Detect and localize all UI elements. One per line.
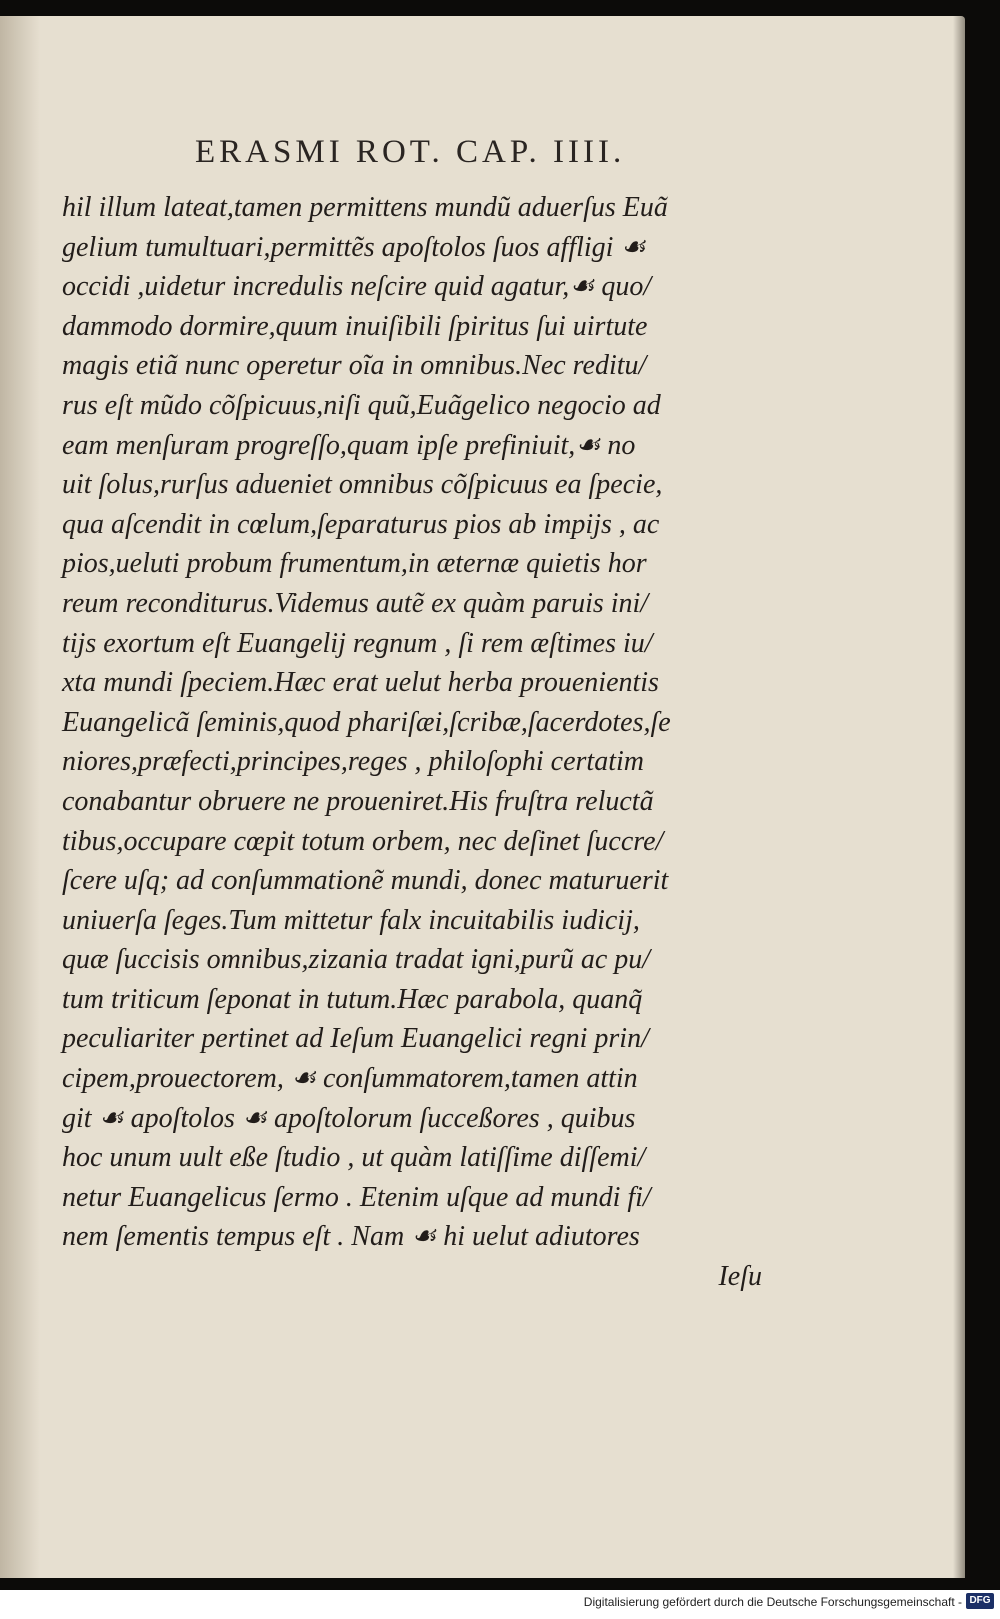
text-line: xta mundi ſpeciem.Hæc erat uelut herba prouenientis xyxy=(62,667,659,699)
page-edge-shadow xyxy=(953,16,965,1578)
text-line: tijs exortum eſt Euangelij regnum , ſi rem æſtimes iu/ xyxy=(62,627,653,659)
text-line: conabantur obruere ne proueniret.His fruſtra reluctã xyxy=(62,785,654,817)
running-head: ERASMI ROT. CAP. IIII. xyxy=(195,134,626,170)
catchword: Ieſu xyxy=(718,1261,762,1293)
text-line: qua aſcendit in cœlum,ſeparaturus pios ab impijs , ac xyxy=(62,508,660,540)
text-line: tum triticum ſeponat in tutum.Hæc parabola, quanq̃ xyxy=(62,983,643,1015)
text-line: nem ſementis tempus eſt . Nam ☙ hi uelut adiutores xyxy=(62,1221,640,1253)
text-line: dammodo dormire,quum inuiſibili ſpiritus ſui uirtute xyxy=(62,310,648,342)
text-line: eam menſuram progreſſo,quam ipſe prefiniuit,☙ no xyxy=(62,429,636,461)
text-line: magis etiã nunc operetur oĩa in omnibus.Nec reditu/ xyxy=(62,350,647,382)
text-line: uit ſolus,rurſus adueniet omnibus cõſpicuus ea ſpecie, xyxy=(62,469,663,501)
text-line: niores,præfecti,principes,reges , philoſophi certatim xyxy=(62,746,644,778)
text-line: gelium tumultuari,permittẽs apoſtolos ſuos affligi ☙ xyxy=(62,231,646,263)
text-line: cipem,prouectorem, ☙ conſummatorem,tamen attin xyxy=(62,1063,638,1095)
text-line: peculiariter pertinet ad Ieſum Euangelici regni prin/ xyxy=(62,1023,649,1055)
book-page xyxy=(0,16,965,1578)
body-text xyxy=(62,188,762,1297)
text-line: hil illum lateat,tamen permittens mundũ aduerſus Euã xyxy=(62,192,668,223)
text-line: tibus,occupare cœpit totum orbem, nec deſinet ſuccre/ xyxy=(62,825,664,857)
text-line: reum reconditurus.Videmus autẽ ex quàm paruis ini/ xyxy=(62,587,649,619)
text-line: git ☙ apoſtolos ☙ apoſtolorum ſucceßores , quibus xyxy=(62,1102,636,1134)
text-line: ſcere uſq; ad conſummationẽ mundi, donec maturuerit xyxy=(62,865,669,897)
text-line: occidi ,uidetur incredulis neſcire quid agatur,☙ quo/ xyxy=(62,271,652,303)
text-line: hoc unum uult eße ſtudio , ut quàm latiſſime diſſemi/ xyxy=(62,1142,646,1174)
funding-credit: Digitalisierung gefördert durch die Deutsche Forschungsgemeinschaft - xyxy=(583,1595,962,1609)
text-line: netur Euangelicus ſermo . Etenim uſque ad mundi fi/ xyxy=(62,1181,651,1213)
text-line: quæ ſuccisis omnibus,zizania tradat igni,purũ ac pu/ xyxy=(62,944,651,976)
gutter-shadow xyxy=(0,16,40,1578)
text-line: pios,ueluti probum frumentum,in æternæ quietis hor xyxy=(62,548,647,580)
text-line: Euangelicã ſeminis,quod phariſæi,ſcribæ,ſacerdotes,ſe xyxy=(62,706,671,738)
text-line: uniuerſa ſeges.Tum mittetur falx incuitabilis iudicij, xyxy=(62,904,640,936)
footer-bar xyxy=(0,1590,1000,1619)
text-line: rus eſt mũdo cõſpicuus,niſi quũ,Euãgelico negocio ad xyxy=(62,389,661,421)
dfg-logo-icon: DFG xyxy=(966,1593,994,1609)
